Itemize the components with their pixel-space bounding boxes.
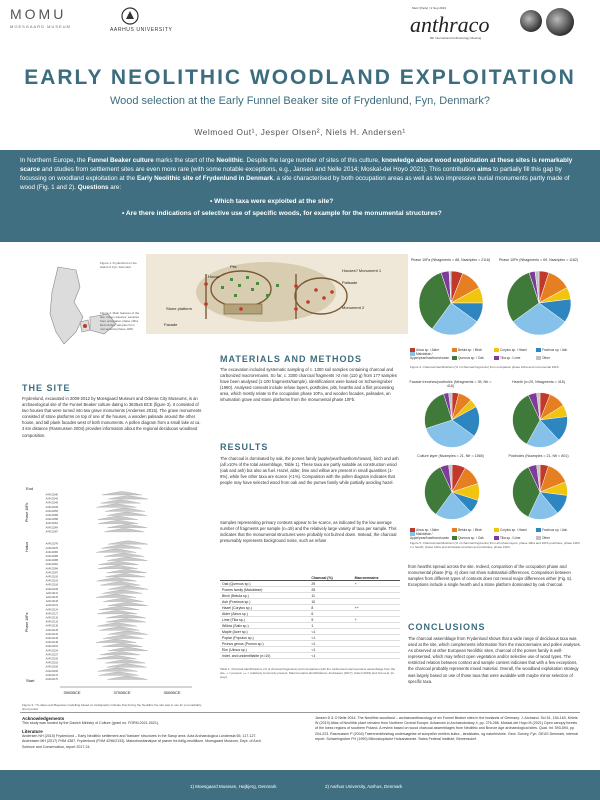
aarhus-seal-icon: [120, 6, 140, 26]
legend-label: Maloideae / Apple/pear/hawthorn/rowan: [410, 532, 449, 541]
legend-label: Corylus sp. / Hazel: [500, 528, 527, 532]
legend-label: Other: [542, 356, 550, 361]
research-question-1: • Which taxa were exploited at the site?: [210, 197, 334, 205]
legend-item: [494, 528, 536, 532]
oxcal-sample-label: AAR-22088: [45, 559, 58, 563]
oxcal-figure: [22, 482, 200, 704]
acknowledgements: [22, 716, 272, 750]
pie-title-phase-b: Phase 10Fb (Nfragments = 69, Nsamples = 1182): [498, 258, 579, 262]
pie-title-phase-a: Phase 10Fa (Nfragments = 88, Nsamples = 2116): [410, 258, 491, 262]
oxcal-sample-label: AAR-22112: [45, 591, 58, 595]
fig5-caption: Figure 5. Charcoal identifications (% of charcoal fragments) from all refuse layers, phase 10Fa and 10Fb postholes, phase 10Fb, c.o hearth, phase 10Fa and all facade trenches and postholes, phase 10Fb.: [410, 541, 581, 549]
results-text-1: The charcoal is dominated by oak, the pomes family (apple/pear/hawthorn/rowan), birch and ash (all ≥10% of the total assemblage, Table 1). These taxa are partly suitable as construction wood (oak and ash) but also as fuel. Hazel, alder, lime and willow are present in small quantities (1-9%), while five other taxa are scarce (<1%). Comparison with the pollen diagram indicates that people may have selected wood from oak and the pomes family while partially avoiding hazel.: [220, 456, 399, 486]
oxcal-sample-label: AAR-22061: [45, 522, 58, 526]
fig3-caption: Figure 3. ¹⁴C-dates and Bayesian modelling based on stratigraphy indicate that during the Neolithic the site was in use for a remarkably short period.: [22, 703, 202, 711]
table-cell: Ash (Fraxinus sp.): [220, 599, 309, 605]
table-cell: <1: [309, 635, 352, 641]
oxcal-phase-a: Phase 10Fa: [25, 612, 29, 632]
oxcal-sample-label: AAR-22154: [45, 649, 58, 653]
legend-item: [494, 536, 536, 540]
legend: [410, 528, 585, 540]
pie-chart: [422, 462, 482, 522]
divider: [20, 712, 580, 713]
oxcal-distribution: [102, 492, 142, 496]
oxcal-distribution: [99, 672, 139, 676]
oxcal-sample-label: AAR-22172: [45, 673, 58, 677]
ack-text: This study was funded by the Danish Ministry of Culture (grant no. FORM.2021-0021).: [22, 721, 160, 725]
oxcal-sample-label: AAR-22151: [45, 645, 58, 649]
oxcal-distribution: [103, 635, 143, 639]
oxcal-distribution: [102, 590, 142, 594]
legend-label: Fraxinus sp. / Ash: [542, 348, 568, 352]
poster-subtitle: Wood selection at the Early Funnel Beaker site of Frydenlund, Fyn, Denmark?: [109, 95, 491, 107]
anthraco-meta: Metz (Paris) / 2 Sep 2023: [412, 6, 447, 10]
oxcal-sample-label: AAR-22052: [45, 509, 58, 513]
ack-heading: Acknowledgements: [22, 716, 65, 721]
oxcal-sample-label: AAR-22127: [45, 612, 58, 616]
poster-title: EARLY NEOLITHIC WOODLAND EXPLOITATION: [24, 66, 576, 89]
table-caption: Table 1. Charcoal identifications (% of charcoal fragments) and comparison with the carbonised macroremains assemblage from the site. + = present, ++ = relatively commonly present. Macroremains identifications: Andreasen (2017), Ankel (2019) and Out et al. (in prep).: [220, 667, 396, 679]
oxcal-tick-2: 3500BCE: [163, 690, 181, 695]
oxcal-distribution: [96, 639, 136, 643]
pie-title-facade: Facade trenches/postholes (Nfragments = 39, Nfr = 416): [409, 380, 492, 388]
legend-label: Quercus sp. / Oak: [458, 536, 484, 541]
legend-label: Betula sp. / Birch: [458, 528, 483, 532]
oxcal-distribution: [107, 512, 147, 516]
table-cell: <1: [309, 653, 352, 659]
oxcal-sample-label: AAR-22115: [45, 596, 58, 599]
oxcal-sample-label: AAR-22076: [45, 542, 58, 546]
table-row: [220, 653, 400, 659]
site-plan: [146, 254, 408, 334]
legend-item: [410, 352, 452, 360]
oxcal-sample-label: AAR-22118: [45, 600, 58, 604]
oxcal-sample-label: AAR-22085: [45, 555, 58, 558]
anthraco-subtitle: 8th International Anthracology Meeting: [430, 36, 482, 40]
footer-affil-2: 2) Aarhus University, Aarhus, Denmark: [325, 784, 403, 789]
oxcal-sample-label: AAR-22130: [45, 616, 58, 620]
legend-label: Quercus sp. / Oak: [458, 356, 484, 361]
results-text-2: Samples representing primary contexts appear to be scarce, as indicated by the low average number of fragments per sample (n=19) and the relatively large variety of taxa per sample. This indicates that the monumental structures were probably not burned down. Instead, the charcoal presumably represents background noise, such as refuse: [220, 520, 397, 544]
pie-chart: [416, 268, 486, 338]
legend-item: [536, 536, 578, 540]
oxcal-distribution: [107, 557, 147, 561]
oxcal-distribution: [103, 598, 143, 602]
legend-label: Corylus sp. / Hazel: [500, 348, 527, 352]
oxcal-distribution: [98, 520, 138, 524]
legend-swatch: [494, 536, 499, 540]
conclusions-heading: CONCLUSIONS: [408, 622, 486, 632]
legend-swatch: [452, 348, 457, 352]
oxcal-distribution: [100, 651, 140, 655]
oxcal-distribution: [108, 602, 148, 606]
legend-label: Other: [542, 536, 550, 541]
table-header: Macroremains: [353, 575, 400, 581]
momu-logo: MOMU: [10, 6, 67, 22]
oxcal-sample-label: AAR-22142: [45, 632, 58, 636]
oxcal-distribution: [104, 553, 144, 557]
oxcal-sample-label: AAR-22106: [45, 583, 58, 587]
oxcal-distribution: [107, 569, 147, 573]
oxcal-distribution: [96, 549, 136, 553]
oxcal-sample-label: AAR-22163: [45, 661, 58, 665]
legend-item: [536, 528, 578, 532]
oxcal-distribution: [108, 586, 148, 590]
site-heading: THE SITE: [22, 383, 71, 393]
table-cell: Willow (Salix sp.): [220, 623, 309, 629]
site-label-monument-2: Monument 2: [342, 305, 365, 310]
oxcal-distribution: [108, 496, 148, 500]
methods-heading: MATERIALS AND METHODS: [220, 354, 362, 364]
table-cell: Pomes family (Maloideae): [220, 587, 309, 593]
legend-swatch: [536, 528, 541, 532]
legend-item: [536, 356, 578, 360]
oxcal-distribution: [97, 578, 137, 582]
legend-swatch: [452, 356, 457, 360]
table-cell: Alder (Alnus sp.): [220, 611, 309, 617]
table-cell: <1: [309, 647, 352, 653]
lit-text: Andersen NH (2015) Frydenlund – Early Neolithic settlement and 'barkaer' structures in the Sarup area. Acta Archaeologica Lundensia 65, 117-127. Andreasen MH (2017) FHM 4387. Frydenlund (FHM 4296/2133). Makrofossilanalyse af prøver fra tidlig-neolitikum. Moesgaard Museum, Dept. of Arch. Science and Conservation, report 2017-24.: [22, 734, 262, 749]
fig4-caption: Figure 4. Charcoal identifications (% of charcoal fragments) from occupation phase 10Fa and monumental 10Fb.: [410, 365, 560, 369]
oxcal-sample-label: AAR-22067: [45, 530, 58, 534]
oxcal-sample-label: AAR-22079: [45, 546, 58, 550]
oxcal-distribution: [100, 500, 140, 504]
oxcal-start-label: Start: [26, 678, 35, 683]
momu-logo-subtitle: MOESGAARD MUSEUM: [10, 24, 71, 29]
table-cell: Birch (Betula sp.): [220, 593, 309, 599]
oxcal-distribution: [98, 561, 138, 565]
pie-chart: [510, 390, 570, 450]
oxcal-distribution: [108, 541, 148, 545]
oxcal-distribution: [108, 631, 148, 635]
table-cell: Elm (Ulmus sp.): [220, 647, 309, 653]
oxcal-distribution: [96, 504, 136, 508]
legend-swatch: [494, 528, 499, 532]
legend-item: [452, 356, 494, 360]
site-label-palisade: Palisade: [342, 280, 358, 285]
legend-item: [452, 536, 494, 540]
authors: Welmoed Out¹, Jesper Olsen², Niels H. Andersen¹: [194, 127, 406, 137]
oxcal-distribution: [98, 516, 138, 520]
oxcal-distribution: [106, 619, 146, 623]
table-cell: ++: [353, 605, 400, 611]
site-label-house: House: [208, 274, 220, 279]
legend-label: Fraxinus sp. / Ash: [542, 528, 568, 532]
globe-icon: [546, 8, 574, 36]
oxcal-sample-label: AAR-22136: [45, 624, 58, 628]
oxcal-distribution: [98, 565, 138, 569]
table-cell: Poplar (Populus sp.): [220, 635, 309, 641]
aarhus-logo-text: AARHUS UNIVERSITY: [110, 27, 173, 33]
legend-swatch: [536, 356, 541, 360]
oxcal-sample-label: AAR-22109: [45, 587, 58, 591]
oxcal-distribution: [100, 582, 140, 586]
footer-affil-1: 1) Moesgaard Museum, Højbjerg, Denmark: [190, 784, 277, 789]
legend-label: Tilia sp. / Lime: [500, 536, 521, 541]
table-cell: 5: [309, 617, 352, 623]
table-cell: +: [353, 581, 400, 587]
oxcal-tick-1: 3700BCE: [113, 690, 131, 695]
oxcal-sample-label: AAR-22064: [45, 526, 58, 530]
research-question-2: • Are there indications of selective use of specific woods, for example for the monumental structures?: [122, 210, 442, 218]
table-cell: <1: [309, 629, 352, 635]
oxcal-sample-label: AAR-22082: [45, 550, 58, 554]
legend-item: [494, 348, 536, 352]
oxcal-sample-label: AAR-22103: [45, 579, 58, 583]
table-cell: Prunus genus (Prunus sp.): [220, 641, 309, 647]
oxcal-distribution: [107, 676, 147, 680]
oxcal-distribution: [99, 627, 139, 631]
table-cell: Oak (Quercus sp.): [220, 581, 309, 587]
legend-label: Alnus sp. / Alder: [416, 528, 440, 532]
oxcal-sample-label: AAR-22157: [45, 653, 58, 657]
pie-chart: [510, 462, 570, 522]
fig2-caption: Figure 2. Main features of the site. Green squares: samples from occupation phase 10Fa. Red circles: samples from monumental phase 10Fb.: [100, 311, 140, 331]
table-cell: Hazel (Corylus sp.): [220, 605, 309, 611]
site-label-pits: Pits: [230, 264, 237, 269]
oxcal-end-label: End: [26, 486, 34, 491]
oxcal-sample-label: AAR-22049: [45, 505, 58, 509]
oxcal-sample-label: AAR-22145: [45, 637, 58, 640]
table-cell: Indet. and unidentifiable (n=10): [220, 653, 309, 659]
table-cell: 1: [309, 623, 352, 629]
pie-chart: [504, 268, 574, 338]
oxcal-sample-label: AAR-22094: [45, 567, 58, 571]
oxcal-distribution: [97, 623, 137, 627]
oxcal-distribution: [96, 594, 136, 598]
oxcal-sample-label: AAR-22043: [45, 497, 58, 501]
table-cell: 8: [309, 605, 352, 611]
oxcal-sample-label: AAR-22097: [45, 571, 58, 575]
oxcal-distribution: [104, 528, 144, 532]
legend-swatch: [494, 356, 499, 360]
legend: [410, 348, 585, 360]
globe-icon: [520, 10, 542, 32]
oxcal-sample-label: AAR-22058: [45, 518, 58, 522]
oxcal-distribution: [97, 656, 137, 660]
denmark-map: [28, 262, 138, 357]
oxcal-distribution: [99, 606, 139, 610]
oxcal-distribution: [106, 615, 146, 619]
oxcal-distribution: [107, 524, 147, 528]
oxcal-sample-label: AAR-22091: [45, 563, 58, 567]
legend-swatch: [536, 536, 541, 540]
legend-label: Tilia sp. / Lime: [500, 356, 521, 361]
methods-text: The excavation included systematic sampling of c. 1300 soil samples containing charcoal and carbonized macroremains. So far, c. 3300 charcoal fragments >2 mm (110 g) from 177 samples have been analysed (1-100 fragments/sample). Identifications were based on Schweingruber (1990). Analysed contexts include refuse layers, postholes, pits, hearths and a flint processing area, which mostly relate to the occupation phase 10Fa, and wooden facades, palisades, an inhumation grave and stone platforms from the monumental phase 10Fb.: [220, 367, 397, 403]
pie-title-postholes: Postholes (Nsamples = 21, Nfr = 801): [508, 454, 569, 458]
oxcal-sample-label: AAR-22148: [45, 641, 58, 645]
table-cell: Lime (Tilia sp.): [220, 617, 309, 623]
legend-swatch: [452, 536, 457, 540]
pie-figures: [408, 258, 583, 528]
oxcal-sample-label: AAR-22055: [45, 514, 58, 517]
oxcal-distribution: [97, 610, 137, 614]
oxcal-distribution: [98, 668, 138, 672]
site-text: Frydenlund, excavated in 2009-2012 by Moesgaard Museum and Odense City Museums, is an archaeological site of the Funnel Beaker culture dating to 3635±5 BCE (figure 3). It consisted of two houses that were turned into two grave monuments (Andersen 2015). The grave monuments consisted of stone platforms on top of one of the houses, a wooden palisade around the other house, and tall plank facades west of both monuments. A pollen diagram from a small lake at ca. 3 km distance (Rasmussen 2004) provides information about the regional deciduous woodland composition.: [22, 396, 202, 438]
oxcal-distribution: [108, 647, 148, 651]
intro-band: [0, 150, 600, 242]
legend-swatch: [536, 348, 541, 352]
table-cell: 29: [309, 581, 352, 587]
oxcal-sample-label: AAR-22175: [45, 678, 58, 681]
right-text: from hearths spread across the site. Indeed, comparison of the occupation phase and monumental phase (Fig. 4) does not show substantial differences. Comparison between samples from different types of contexts does not reveal major differences either (Fig. 5). Exceptions include a single hearth and a stone platform dominated by oak charcoal.: [408, 564, 573, 588]
fig1-caption: Figure 1. Frydenlund on the island of Fyn, Denmark.: [100, 261, 137, 269]
anthraco-logo: anthraco: [410, 12, 490, 37]
pie-title-culture-layer: Culture layer (Nsamples = 21, Nfr = 1565): [417, 454, 484, 458]
oxcal-distribution: [105, 574, 145, 578]
site-label-stone-platform: Stone platform: [166, 306, 193, 311]
legend-swatch: [494, 348, 499, 352]
legend-label: Betula sp. / Birch: [458, 348, 483, 352]
oxcal-distribution: [102, 643, 142, 647]
table-cell: Maple (Acer sp.): [220, 629, 309, 635]
oxcal-sample-label: AAR-22166: [45, 665, 58, 669]
oxcal-phase-b: Phase 10Fb: [25, 502, 29, 522]
site-label-facade: Facade: [164, 322, 178, 327]
table-cell: 25: [309, 587, 352, 593]
charcoal-table: [220, 575, 400, 659]
legend-swatch: [452, 528, 457, 532]
table-cell: 6: [309, 611, 352, 617]
oxcal-sample-label: AAR-22169: [45, 669, 58, 673]
oxcal-sample-label: AAR-22160: [45, 657, 58, 661]
legend-item: [536, 348, 578, 352]
table-cell: 11: [309, 593, 352, 599]
table-cell: 10: [309, 599, 352, 605]
oxcal-distribution: [101, 545, 141, 549]
legend-label: Maloideae / Apple/pear/hawthorn/rowan: [410, 352, 449, 361]
oxcal-sample-label: AAR-22139: [45, 628, 58, 632]
legend-label: Alnus sp. / Alder: [416, 348, 440, 352]
oxcal-distribution: [105, 508, 145, 512]
table-cell: <1: [309, 641, 352, 647]
oxcal-tick-0: 3900BCE: [63, 690, 81, 695]
oxcal-sample-label: AAR-22100: [45, 575, 58, 579]
oxcal-sample-label: AAR-22133: [45, 620, 58, 624]
oxcal-sample-label: AAR-22121: [45, 604, 58, 608]
footer-band: [0, 770, 600, 800]
results-heading: RESULTS: [220, 442, 269, 452]
references: Jansen D & O Nelle 2014. The Neolithic woodland – archaeoanthracology of six Funnel Beaker sites in the lowlands of Germany. J. Archaeol. Sci 51, 154-163. Kirleis W (2019) Atlas of Neolithic plant remains from Northern Central Europe. Advances in Archaeobotany 4, pp. 276-286. Moskal-del Hoyo M (2021) Open canopy forests of the loess regions of southern Poland. A review based on wood charcoal assemblages from Neolithic and Bronze Age archaeological sites. Quat. Int. 593-594, pp. 204-223. Rasmussen P (2004) Trærenedebrøhag undersøgelse af sumpeller mellem kultur-, landskabs- og naturhistorie. Geol. Survey, Fyn. GEUS Denmark, internal report. Schweingruber FH (1990) Mikroskopische Holzanatomie. Swiss Federal Institute, Birmensdorf.: [315, 716, 578, 741]
table-header: Charcoal (%): [309, 575, 352, 581]
table-cell: +: [353, 617, 400, 623]
legend-item: [452, 528, 494, 532]
legend-item: [494, 356, 536, 360]
oxcal-sample-label: AAR-22046: [45, 501, 58, 505]
site-label-monument-1: Houses? Monument 1: [342, 268, 382, 273]
legend-item: [452, 348, 494, 352]
oxcal-distribution: [107, 664, 147, 668]
lit-heading: Literature: [22, 729, 43, 735]
oxcal-distribution: [105, 660, 145, 664]
intro-paragraph: In Northern Europe, the Funnel Beaker culture marks the start of the Neolithic. Despite the large number of sites of this culture, knowledge about wood exploitation at these sites is remarkably scarce and studies from settlement sites are even more rare (with some notable exceptions, e.g., Jansen and Nelle 2014; Moskal-del Hoyo 2021). This contribution aims to partially fill this gap by focussing on woodland exploitation at the Early Neolithic site of Frydenlund in Denmark, a site characterised by both occupation areas as well as two impressive burial monuments partly made of wood (Fig. 1 and 2). Questions are:: [20, 157, 573, 192]
oxcal-sample-label: AAR-22124: [45, 608, 58, 612]
table-cell: [353, 653, 400, 659]
conclusions-text: The charcoal assemblage from Frydenlund shows that a wide range of deciduous taxa was used at the site, which complements information from the macroremains and pollen analyses. As observed at other European Neolithic sites, charcoal of the pomes family is well-represented, which may reflect open vegetation and/or selective use of wood types. The restricted relation between context and sample content indicates that with a few exceptions, the charcoal probably represents mixed material. Overall, the woodland exploitation strategy was largely based on use of those taxa that were available with maybe minor selection of specific taxa.: [408, 636, 581, 684]
pie-chart: [422, 390, 482, 450]
legend-item: [410, 532, 452, 540]
pie-title-hearth: Hearth (n=29, Nfragments = 416): [512, 380, 565, 384]
oxcal-sample-label: AAR-22040: [45, 493, 58, 497]
oxcal-hiatus: Hiatus: [25, 541, 29, 552]
